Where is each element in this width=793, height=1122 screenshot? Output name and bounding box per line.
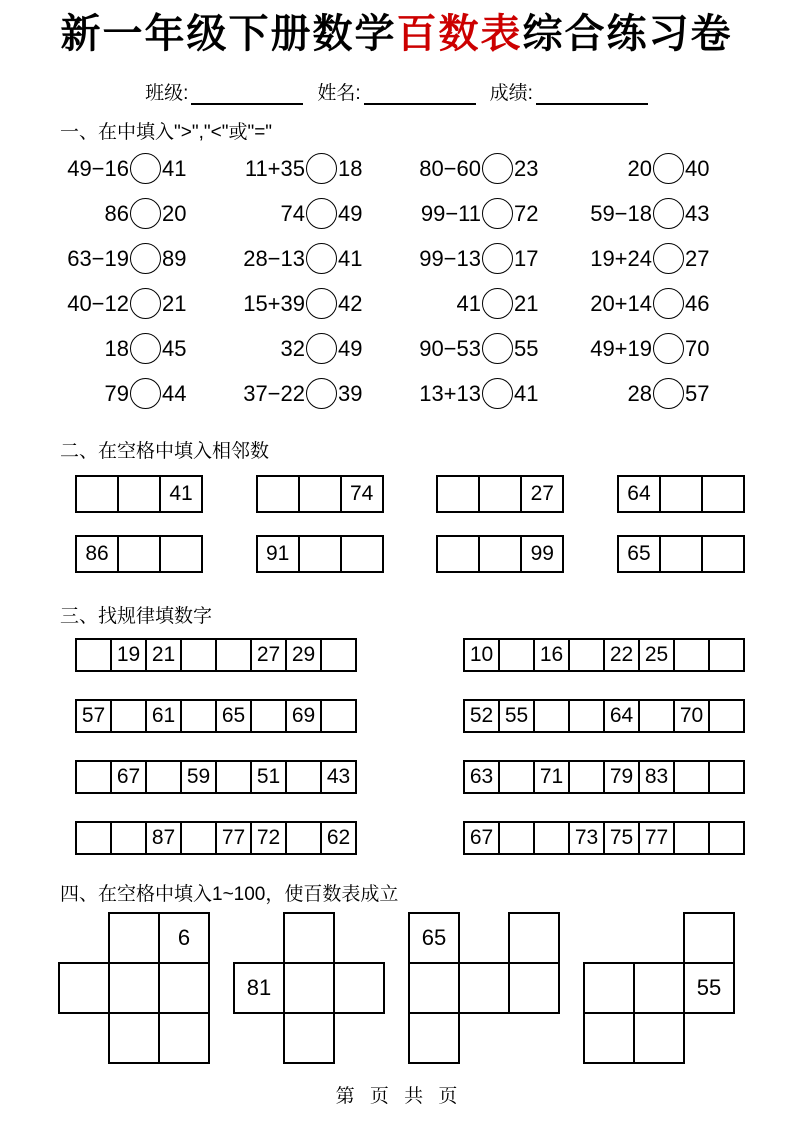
left-expression: 79 (104, 380, 129, 406)
puzzle-row (583, 912, 735, 964)
absent-cell (458, 1012, 510, 1064)
filled-cell: 64 (617, 475, 661, 513)
section-three-rows (0, 638, 793, 855)
right-number: 17 (514, 245, 539, 271)
empty-cell[interactable] (701, 475, 745, 513)
right-number: 20 (162, 200, 187, 226)
filled-cell: 43 (320, 760, 357, 794)
answer-circle[interactable] (306, 243, 337, 274)
empty-cell[interactable] (498, 760, 535, 794)
pattern-strip (75, 821, 357, 855)
empty-cell[interactable] (145, 760, 182, 794)
filled-cell: 87 (145, 821, 182, 855)
pattern-strip (75, 638, 357, 672)
right-number: 42 (338, 290, 363, 316)
blank-line[interactable] (536, 87, 648, 105)
puzzle-row (408, 962, 560, 1014)
comparison-problem (378, 371, 554, 416)
empty-cell[interactable] (75, 760, 112, 794)
empty-cell[interactable] (458, 962, 510, 1014)
left-expression: 37−22 (243, 380, 305, 406)
empty-cell[interactable] (708, 638, 745, 672)
right-number: 49 (338, 335, 363, 361)
comparison-problem (554, 191, 725, 236)
filled-cell: 67 (110, 760, 147, 794)
empty-cell[interactable] (498, 638, 535, 672)
empty-cell[interactable] (285, 760, 322, 794)
right-number: 55 (514, 335, 539, 361)
right-number: 45 (162, 335, 187, 361)
right-number: 89 (162, 245, 187, 271)
pattern-strip (75, 699, 357, 733)
empty-cell[interactable] (683, 912, 735, 964)
answer-circle[interactable] (482, 243, 513, 274)
empty-cell[interactable] (708, 760, 745, 794)
comparison-problem (378, 281, 554, 326)
filled-cell: 73 (568, 821, 605, 855)
empty-cell[interactable] (568, 699, 605, 733)
absent-cell (233, 912, 285, 964)
answer-circle[interactable] (306, 198, 337, 229)
left-expression: 20+14 (590, 290, 652, 316)
comparison-problem (202, 146, 378, 191)
empty-cell[interactable] (298, 475, 342, 513)
left-expression: 19+24 (590, 245, 652, 271)
answer-circle[interactable] (482, 198, 513, 229)
comparison-problem (62, 326, 202, 371)
right-number: 44 (162, 380, 187, 406)
field-label: 姓名: (317, 83, 361, 104)
empty-cell[interactable] (117, 535, 161, 573)
empty-cell[interactable] (215, 760, 252, 794)
empty-cell[interactable] (108, 1012, 160, 1064)
empty-cell[interactable] (58, 962, 110, 1014)
right-number: 41 (514, 380, 539, 406)
filled-cell: 83 (638, 760, 675, 794)
filled-cell: 69 (285, 699, 322, 733)
filled-cell: 72 (250, 821, 287, 855)
empty-cell[interactable] (285, 821, 322, 855)
puzzle-row (408, 912, 560, 964)
field-label: 班级: (145, 83, 189, 104)
adjacent-number-row (0, 535, 793, 573)
empty-cell[interactable] (508, 962, 560, 1014)
empty-cell[interactable] (180, 699, 217, 733)
empty-cell[interactable] (408, 1012, 460, 1064)
empty-cell[interactable] (533, 821, 570, 855)
empty-cell[interactable] (110, 699, 147, 733)
left-expression: 99−13 (419, 245, 481, 271)
empty-cell[interactable] (75, 475, 119, 513)
answer-circle[interactable] (482, 153, 513, 184)
pattern-strip (75, 760, 357, 794)
section-one-problems (0, 146, 793, 416)
section-three-heading: 三、找规律填数字 (60, 606, 213, 627)
empty-cell[interactable] (408, 962, 460, 1014)
empty-cell[interactable] (583, 962, 635, 1014)
left-expression: 20 (627, 155, 652, 181)
empty-cell[interactable] (436, 535, 480, 573)
filled-cell: 71 (533, 760, 570, 794)
absent-cell (458, 912, 510, 964)
absent-cell (508, 1012, 560, 1064)
comparison-problem (202, 236, 378, 281)
comparison-problem (62, 236, 202, 281)
header-field (145, 78, 303, 105)
adjacent-number-row (0, 475, 793, 513)
header-field (317, 78, 475, 105)
filled-cell: 91 (256, 535, 300, 573)
filled-cell: 61 (145, 699, 182, 733)
empty-cell[interactable] (283, 1012, 335, 1064)
comparison-problem (62, 281, 202, 326)
number-strip (75, 475, 203, 513)
right-number: 41 (338, 245, 363, 271)
empty-cell[interactable] (110, 821, 147, 855)
empty-cell[interactable] (508, 912, 560, 964)
pattern-strip (463, 638, 745, 672)
answer-circle[interactable] (653, 378, 684, 409)
answer-circle[interactable] (130, 198, 161, 229)
answer-circle[interactable] (306, 333, 337, 364)
right-number: 49 (338, 200, 363, 226)
filled-cell: 74 (340, 475, 384, 513)
right-number: 70 (685, 335, 710, 361)
empty-cell[interactable] (673, 821, 710, 855)
left-expression: 49−16 (67, 155, 129, 181)
pattern-row (0, 760, 793, 794)
absent-cell (333, 1012, 385, 1064)
right-number: 23 (514, 155, 539, 181)
right-number: 57 (685, 380, 710, 406)
filled-cell: 27 (520, 475, 564, 513)
filled-cell: 77 (215, 821, 252, 855)
header-field (490, 78, 648, 105)
left-expression: 74 (280, 200, 305, 226)
empty-cell[interactable] (498, 821, 535, 855)
empty-cell[interactable] (158, 962, 210, 1014)
empty-cell[interactable] (633, 1012, 685, 1064)
empty-cell[interactable] (340, 535, 384, 573)
section-four-puzzles (0, 912, 793, 1064)
page-footer: 第 页 共 页 (335, 1086, 458, 1107)
answer-circle[interactable] (653, 198, 684, 229)
right-number: 40 (685, 155, 710, 181)
left-expression: 15+39 (243, 290, 305, 316)
section-four-heading: 四、在空格中填入1~100，使百数表成立 (60, 884, 399, 905)
puzzle-row (233, 962, 385, 1014)
empty-cell[interactable] (180, 821, 217, 855)
left-expression: 40−12 (67, 290, 129, 316)
left-expression: 28−13 (243, 245, 305, 271)
absent-cell (58, 1012, 110, 1064)
filled-cell: 99 (520, 535, 564, 573)
answer-circle[interactable] (653, 333, 684, 364)
absent-cell (333, 912, 385, 964)
comparison-problem (378, 146, 554, 191)
comparison-problem (378, 191, 554, 236)
empty-cell[interactable] (320, 699, 357, 733)
pattern-row (0, 638, 793, 672)
filled-cell: 77 (638, 821, 675, 855)
empty-cell[interactable] (708, 699, 745, 733)
empty-cell[interactable] (708, 821, 745, 855)
filled-cell: 55 (498, 699, 535, 733)
comparison-problem (554, 371, 725, 416)
answer-circle[interactable] (130, 153, 161, 184)
empty-cell[interactable] (333, 962, 385, 1014)
empty-cell[interactable] (568, 638, 605, 672)
answer-circle[interactable] (306, 288, 337, 319)
pattern-strip (463, 760, 745, 794)
right-number: 18 (338, 155, 363, 181)
empty-cell[interactable] (158, 1012, 210, 1064)
comparison-problem (202, 281, 378, 326)
comparison-problem (554, 236, 725, 281)
filled-cell: 67 (463, 821, 500, 855)
answer-circle[interactable] (653, 153, 684, 184)
answer-circle[interactable] (482, 333, 513, 364)
empty-cell[interactable] (250, 699, 287, 733)
number-strip (75, 535, 203, 573)
answer-circle[interactable] (130, 333, 161, 364)
absent-cell (58, 912, 110, 964)
number-strip (256, 535, 384, 573)
right-number: 21 (514, 290, 539, 316)
empty-cell[interactable] (638, 699, 675, 733)
number-strip (617, 535, 745, 573)
empty-cell[interactable] (320, 638, 357, 672)
left-expression: 59−18 (590, 200, 652, 226)
comparison-problem (62, 146, 202, 191)
filled-cell: 70 (673, 699, 710, 733)
number-strip (617, 475, 745, 513)
empty-cell[interactable] (108, 962, 160, 1014)
filled-cell: 27 (250, 638, 287, 672)
filled-cell: 62 (320, 821, 357, 855)
left-expression: 49+19 (590, 335, 652, 361)
comparison-problem (554, 281, 725, 326)
empty-cell[interactable] (568, 760, 605, 794)
left-expression: 28 (627, 380, 652, 406)
filled-cell: 65 (215, 699, 252, 733)
filled-cell: 41 (159, 475, 203, 513)
right-number: 41 (162, 155, 187, 181)
puzzle-row (408, 1012, 560, 1064)
hundred-chart-puzzle (408, 912, 560, 1064)
left-expression: 86 (104, 200, 129, 226)
puzzle-row (58, 912, 210, 964)
filled-cell: 57 (75, 699, 112, 733)
empty-cell[interactable] (583, 1012, 635, 1064)
filled-cell: 21 (145, 638, 182, 672)
filled-cell: 59 (180, 760, 217, 794)
empty-cell[interactable] (701, 535, 745, 573)
right-number: 46 (685, 290, 710, 316)
empty-cell[interactable] (159, 535, 203, 573)
empty-cell[interactable] (256, 475, 300, 513)
empty-cell[interactable] (659, 535, 703, 573)
empty-cell[interactable] (283, 912, 335, 964)
empty-cell[interactable] (436, 475, 480, 513)
section-two-rows (0, 475, 793, 573)
empty-cell[interactable] (180, 638, 217, 672)
blank-line[interactable] (364, 87, 476, 105)
comparison-problem (62, 191, 202, 236)
filled-cell: 6 (158, 912, 210, 964)
hundred-chart-puzzle (58, 912, 210, 1064)
empty-cell[interactable] (533, 699, 570, 733)
puzzle-row (58, 962, 210, 1014)
filled-cell: 51 (250, 760, 287, 794)
left-expression: 63−19 (67, 245, 129, 271)
comparison-problem (554, 326, 725, 371)
puzzle-row (583, 962, 735, 1014)
comparison-problem (202, 371, 378, 416)
absent-cell (633, 912, 685, 964)
comparison-problem (202, 326, 378, 371)
left-expression: 99−11 (420, 200, 481, 226)
right-number: 21 (162, 290, 187, 316)
answer-circle[interactable] (653, 243, 684, 274)
filled-cell: 25 (638, 638, 675, 672)
left-expression: 90−53 (419, 335, 481, 361)
empty-cell[interactable] (659, 475, 703, 513)
section-two-heading: 二、在空格中填入相邻数 (60, 441, 270, 462)
empty-cell[interactable] (633, 962, 685, 1014)
left-expression: 32 (280, 335, 305, 361)
answer-circle[interactable] (653, 288, 684, 319)
filled-cell: 63 (463, 760, 500, 794)
left-expression: 80−60 (419, 155, 481, 181)
filled-cell: 52 (463, 699, 500, 733)
empty-cell[interactable] (673, 760, 710, 794)
absent-cell (233, 1012, 285, 1064)
answer-circle[interactable] (482, 378, 513, 409)
hundred-chart-puzzle (583, 912, 735, 1064)
empty-cell[interactable] (478, 475, 522, 513)
empty-cell[interactable] (117, 475, 161, 513)
filled-cell: 65 (617, 535, 661, 573)
puzzle-row (233, 912, 385, 964)
filled-cell: 22 (603, 638, 640, 672)
comparison-problem (202, 191, 378, 236)
right-number: 39 (338, 380, 363, 406)
filled-cell: 29 (285, 638, 322, 672)
right-number: 27 (685, 245, 710, 271)
puzzle-row (233, 1012, 385, 1064)
page-title (0, 0, 793, 58)
filled-cell: 16 (533, 638, 570, 672)
right-number: 72 (514, 200, 539, 226)
answer-circle[interactable] (130, 288, 161, 319)
answer-circle[interactable] (130, 378, 161, 409)
empty-cell[interactable] (478, 535, 522, 573)
empty-cell[interactable] (215, 638, 252, 672)
title-highlight: 百数表 (396, 12, 523, 56)
filled-cell: 10 (463, 638, 500, 672)
filled-cell: 86 (75, 535, 119, 573)
number-strip (436, 535, 564, 573)
filled-cell: 75 (603, 821, 640, 855)
left-expression: 41 (456, 290, 481, 316)
right-number: 43 (685, 200, 710, 226)
filled-cell: 81 (233, 962, 285, 1014)
empty-cell[interactable] (298, 535, 342, 573)
filled-cell: 19 (110, 638, 147, 672)
comparison-problem (554, 146, 725, 191)
pattern-strip (463, 699, 745, 733)
left-expression: 18 (104, 335, 129, 361)
header-fields (0, 78, 793, 105)
number-strip (256, 475, 384, 513)
answer-circle[interactable] (306, 153, 337, 184)
puzzle-row (583, 1012, 735, 1064)
title-pre: 新一年级下册数学 (60, 12, 397, 56)
comparison-problem (62, 371, 202, 416)
comparison-problem (378, 236, 554, 281)
empty-cell[interactable] (283, 962, 335, 1014)
empty-cell[interactable] (108, 912, 160, 964)
filled-cell: 64 (603, 699, 640, 733)
number-strip (436, 475, 564, 513)
section-one-heading: 一、在中填入">","<"或"=" (60, 122, 273, 143)
absent-cell (683, 1012, 735, 1064)
filled-cell: 65 (408, 912, 460, 964)
pattern-strip (463, 821, 745, 855)
filled-cell: 55 (683, 962, 735, 1014)
left-expression: 13+13 (419, 380, 481, 406)
left-expression: 11+35 (244, 155, 305, 181)
comparison-problem (378, 326, 554, 371)
answer-circle[interactable] (130, 243, 161, 274)
pattern-row (0, 821, 793, 855)
filled-cell: 79 (603, 760, 640, 794)
answer-circle[interactable] (306, 378, 337, 409)
absent-cell (583, 912, 635, 964)
empty-cell[interactable] (75, 821, 112, 855)
empty-cell[interactable] (673, 638, 710, 672)
answer-circle[interactable] (482, 288, 513, 319)
puzzle-row (58, 1012, 210, 1064)
empty-cell[interactable] (75, 638, 112, 672)
pattern-row (0, 699, 793, 733)
field-label: 成绩: (489, 83, 533, 104)
title-post: 综合练习卷 (522, 12, 733, 56)
blank-line[interactable] (191, 87, 303, 105)
hundred-chart-puzzle (233, 912, 385, 1064)
